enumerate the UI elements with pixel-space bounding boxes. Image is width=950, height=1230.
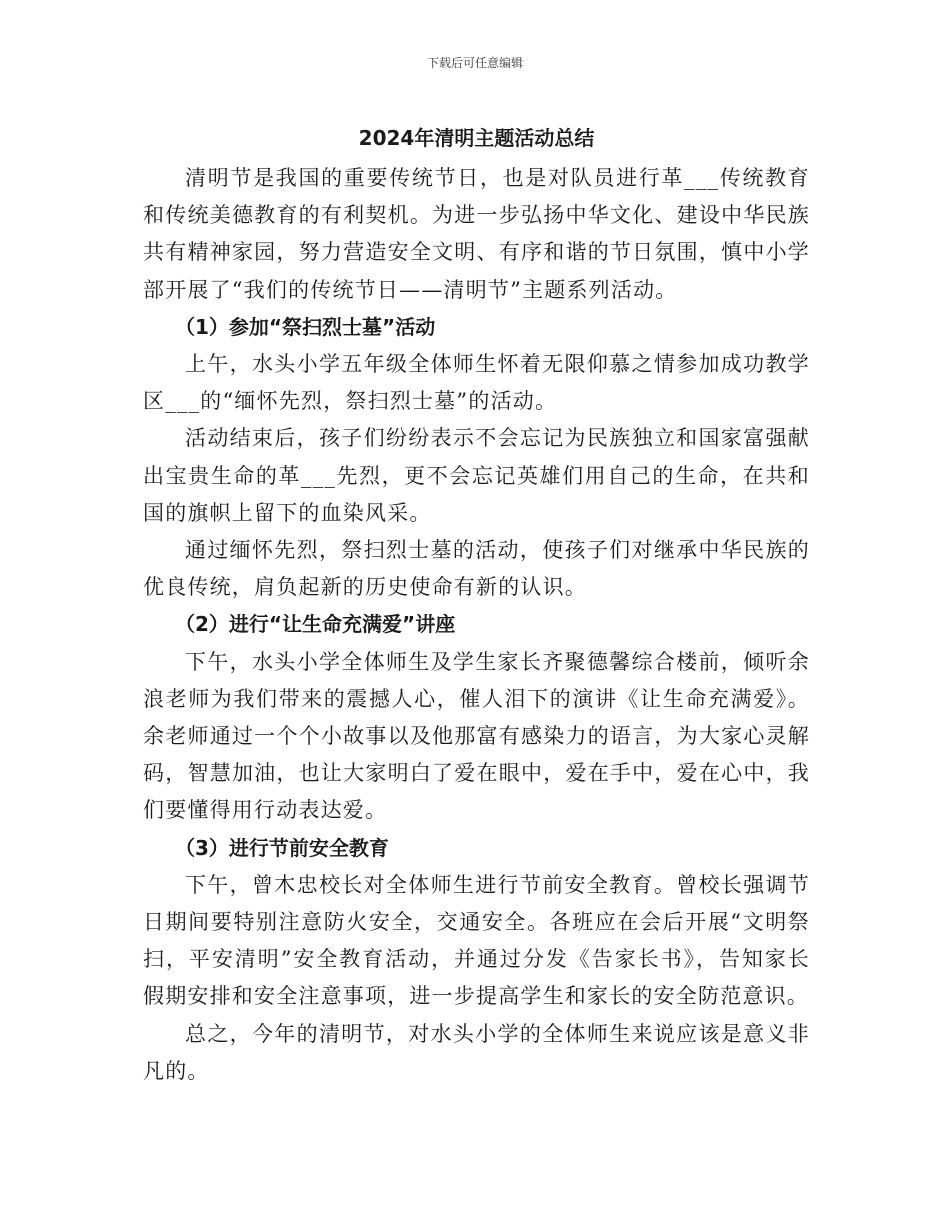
section-2-paragraph-1: 下午，水头小学全体师生及学生家长齐聚德馨综合楼前，倾听余浪老师为我们带来的震撼人心，催人泪下的演讲《让生命充满爱》。余老师通过一个个小故事以及他那富有感染力的语言，为大家心灵解码，智慧加油，也让大家明白了爱在眼中，爱在手中，爱在心中，我们要懂得用行动表达爱。 <box>143 649 810 823</box>
document-title: 2024年清明主题活动总结 <box>358 126 595 150</box>
section-3-paragraph-1: 下午，曾木忠校长对全体师生进行节前安全教育。曾校长强调节日期间要特别注意防火安全，交通安全。各班应在会后开展“文明祭扫，平安清明”安全教育活动，并通过分发《告家长书》，告知家长假期安排和安全注意事项，进一步提高学生和家长的安全防范意识。 <box>143 872 810 1009</box>
page-header-note: 下载后可任意编辑 <box>426 56 523 70</box>
section-1-paragraph-1: 上午，水头小学五年级全体师生怀着无限仰慕之情参加成功教学区___的“缅怀先烈，祭扫烈士墓”的活动。 <box>143 352 810 414</box>
conclusion-paragraph: 总之，今年的清明节，对水头小学的全体师生来说应该是意义非凡的。 <box>143 1021 810 1083</box>
section-2-heading: （2）进行“让生命充满爱”讲座 <box>175 612 456 637</box>
document-body <box>143 118 810 1090</box>
section-1-paragraph-2: 活动结束后，孩子们纷纷表示不会忘记为民族独立和国家富强献出宝贵生命的革___先烈，更不会忘记英雄们用自己的生命，在共和国的旗帜上留下的血染风采。 <box>143 426 810 525</box>
intro-paragraph: 清明节是我国的重要传统节日，也是对队员进行革___传统教育和传统美德教育的有利契机。为进一步弘扬中华文化、建设中华民族共有精神家园，努力营造安全文明、有序和谐的节日氛围，慎中小学部开展了“我们的传统节日——清明节”主题系列活动。 <box>143 166 810 302</box>
section-1-heading: （1）参加“祭扫烈士墓”活动 <box>175 314 436 339</box>
section-1-paragraph-3: 通过缅怀先烈，祭扫烈士墓的活动，使孩子们对继承中华民族的优良传统，肩负起新的历史使命有新的认识。 <box>143 538 810 600</box>
section-3-heading: （3）进行节前安全教育 <box>175 835 389 860</box>
